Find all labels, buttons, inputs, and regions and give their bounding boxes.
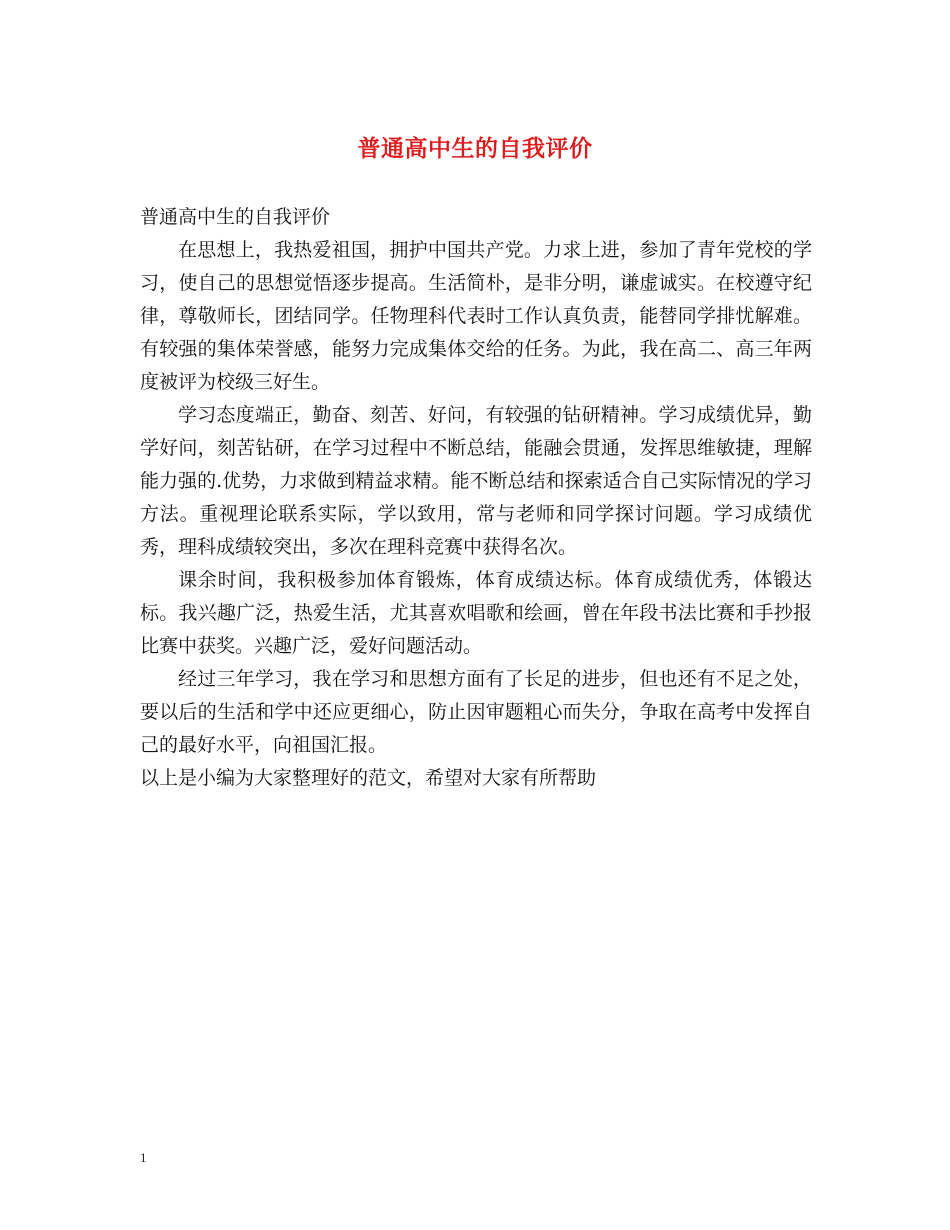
document-title: 普通高中生的自我评价 (357, 135, 593, 162)
document-body (140, 201, 812, 795)
page-number: 1 (140, 1150, 147, 1165)
body-heading: 普通高中生的自我评价 (140, 206, 331, 228)
paragraph-study: 学习态度端正，勤奋、刻苦、好问，有较强的钻研精神。学习成绩优异，勤学好问，刻苦钻研，在学习过程中不断总结，能融会贯通，发挥思维敏捷，理解能力强的.优势，力求做到精益求精。能不断总结和探索适合自己实际情况的学习方法。重视理论联系实际，学以致用，常与老师和同学探讨问题。学习成绩优秀，理科成绩较突出，多次在理科竞赛中获得名次。 (140, 404, 812, 558)
paragraph-extracurricular: 课余时间，我积极参加体育锻炼，体育成绩达标。体育成绩优秀，体锻达标。我兴趣广泛，热爱生活，尤其喜欢唱歌和绘画，曾在年段书法比赛和手抄报比赛中获奖。兴趣广泛，爱好问题活动。 (140, 569, 812, 657)
paragraph-ideology: 在思想上，我热爱祖国，拥护中国共产党。力求上进，参加了青年党校的学习，使自己的思想觉悟逐步提高。生活简朴，是非分明，谦虚诚实。在校遵守纪律，尊敬师长，团结同学。任物理科代表时工作认真负责，能替同学排忧解难。有较强的集体荣誉感，能努力完成集体交给的任务。为此，我在高二、高三年两度被评为校级三好生。 (140, 239, 812, 393)
paragraph-summary: 经过三年学习，我在学习和思想方面有了长足的进步，但也还有不足之处，要以后的生活和学中还应更细心，防止因审题粗心而失分，争取在高考中发挥自己的最好水平，向祖国汇报。 (140, 668, 812, 756)
closing-note: 以上是小编为大家整理好的范文，希望对大家有所帮助 (140, 767, 597, 789)
